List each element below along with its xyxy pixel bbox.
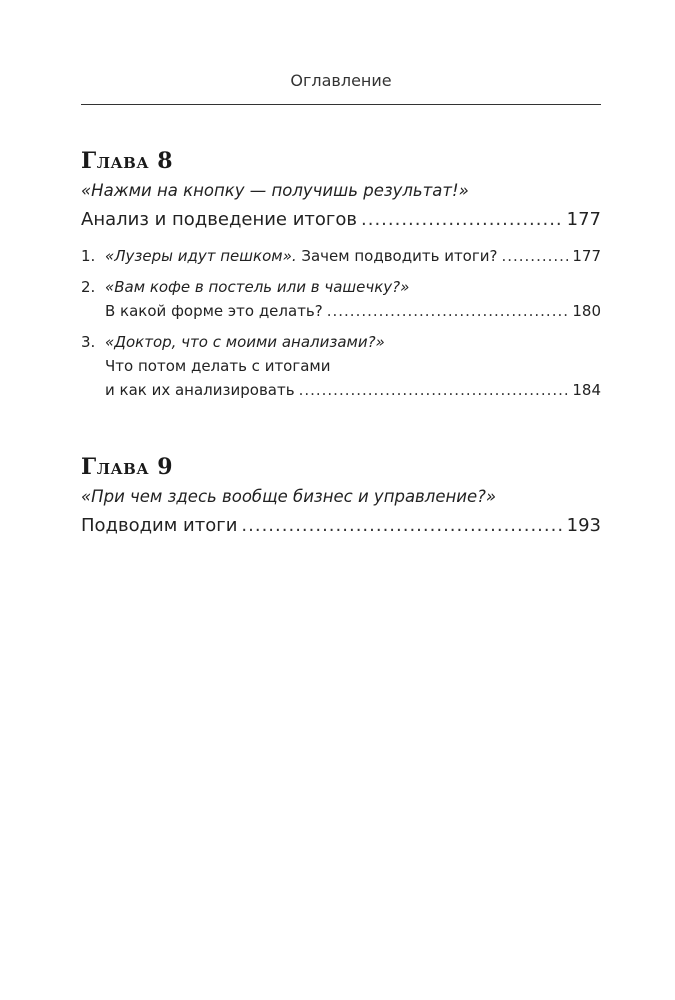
section-number: 2.	[81, 278, 96, 296]
page-number: 193	[566, 515, 601, 536]
section-item[interactable]	[81, 244, 601, 268]
dot-leader	[327, 299, 569, 323]
running-head: Оглавление	[290, 71, 392, 90]
section-title-line: Что потом делать с итогами	[105, 357, 331, 375]
header-rule	[81, 104, 601, 105]
section-item[interactable]	[81, 275, 601, 323]
page-number: 177	[566, 209, 601, 230]
section-title: Зачем подводить итоги?	[296, 247, 498, 265]
section-item[interactable]	[81, 330, 601, 402]
section-title-line: и как их анализировать	[105, 381, 295, 399]
chapter-heading: Глава 9	[81, 454, 174, 480]
dot-leader	[299, 378, 569, 402]
page-number: 184	[572, 381, 601, 399]
chapter-entry-title: Подводим итоги	[81, 515, 238, 536]
chapter-subtitle: «Нажми на кнопку — получишь результат!»	[81, 181, 469, 200]
chapter-entry[interactable]	[81, 204, 601, 236]
chapter-9	[81, 452, 601, 542]
section-quote: «Лузеры идут пешком».	[105, 247, 297, 265]
section-number: 1.	[81, 247, 96, 265]
chapter-subtitle: «При чем здесь вообще бизнес и управление?»	[81, 487, 497, 506]
section-number: 3.	[81, 333, 96, 351]
chapter-8	[81, 146, 601, 409]
section-title: В какой форме это делать?	[105, 302, 323, 320]
dot-leader	[361, 204, 563, 236]
section-quote: «Вам кофе в постель или в чашечку?»	[105, 278, 410, 296]
chapter-heading: Глава 8	[81, 148, 174, 174]
page-number: 180	[572, 302, 601, 320]
page-number: 177	[572, 247, 601, 265]
dot-leader	[241, 510, 562, 542]
chapter-entry-title: Анализ и подведение итогов	[81, 209, 357, 230]
dot-leader	[501, 244, 568, 268]
section-list	[81, 244, 601, 402]
section-quote: «Доктор, что с моими анализами?»	[105, 333, 385, 351]
chapter-entry[interactable]	[81, 510, 601, 542]
